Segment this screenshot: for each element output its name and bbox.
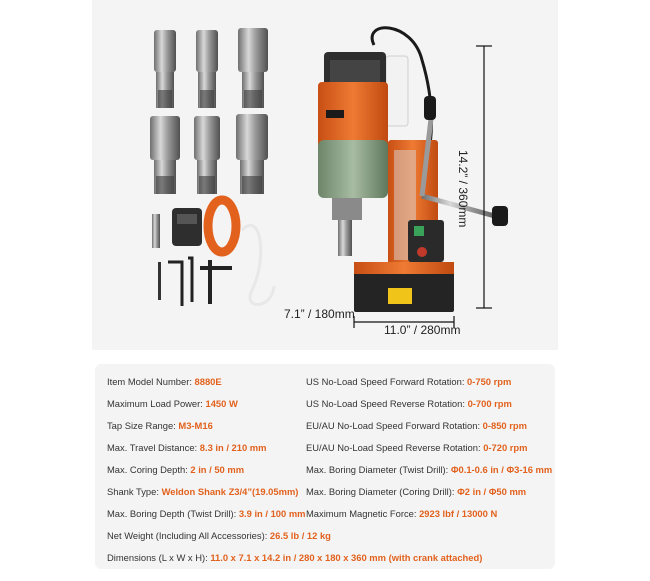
depth-dimension-label: 7.1” / 180mm [284, 307, 355, 321]
specifications-panel [95, 364, 555, 569]
spec-boring-depth: Max. Boring Depth (Twist Drill): 3.9 in / 100 mm [107, 508, 306, 519]
width-dimension-label: 11.0” / 280mm [384, 323, 461, 337]
spec-coring-depth: Max. Coring Depth: 2 in / 50 mm [107, 464, 245, 475]
spec-coring-drill-diameter: Max. Boring Diameter (Coring Drill): Φ2 in / Φ50 mm [306, 486, 527, 497]
spec-magnetic-force: Maximum Magnetic Force: 2923 lbf / 13000 N [306, 508, 498, 519]
product-photo [92, 0, 558, 350]
spec-tap-size: Tap Size Range: M3-M16 [107, 420, 213, 431]
annular-cutter-set [150, 28, 268, 194]
spec-dimensions: Dimensions (L x W x H): 11.0 x 7.1 x 14.2 in / 280 x 180 x 360 mm (with crank attached) [107, 552, 483, 563]
magnetic-drill-machine [318, 28, 508, 312]
spec-eu-forward-speed: EU/AU No-Load Speed Forward Rotation: 0-850 rpm [306, 420, 527, 431]
spec-net-weight: Net Weight (Including All Accessories): 26.5 lb / 12 kg [107, 530, 331, 541]
accessories [152, 200, 274, 306]
spec-shank-type: Shank Type: Weldon Shank Z3/4”(19.05mm) [107, 486, 299, 497]
drill-illustration [92, 0, 558, 350]
spec-us-forward-speed: US No-Load Speed Forward Rotation: 0-750 rpm [306, 376, 512, 387]
spec-load-power: Maximum Load Power: 1450 W [107, 398, 238, 409]
spec-item-model: Item Model Number: 8880E [107, 376, 222, 387]
spec-eu-reverse-speed: EU/AU No-Load Speed Reverse Rotation: 0-720 rpm [306, 442, 528, 453]
spec-travel-distance: Max. Travel Distance: 8.3 in / 210 mm [107, 442, 267, 453]
height-dimension-label: 14.2” / 360mm [456, 150, 470, 228]
spec-twist-drill-diameter: Max. Boring Diameter (Twist Drill): Φ0.1-0.6 in / Φ3-16 mm [306, 464, 553, 475]
spec-us-reverse-speed: US No-Load Speed Reverse Rotation: 0-700 rpm [306, 398, 512, 409]
